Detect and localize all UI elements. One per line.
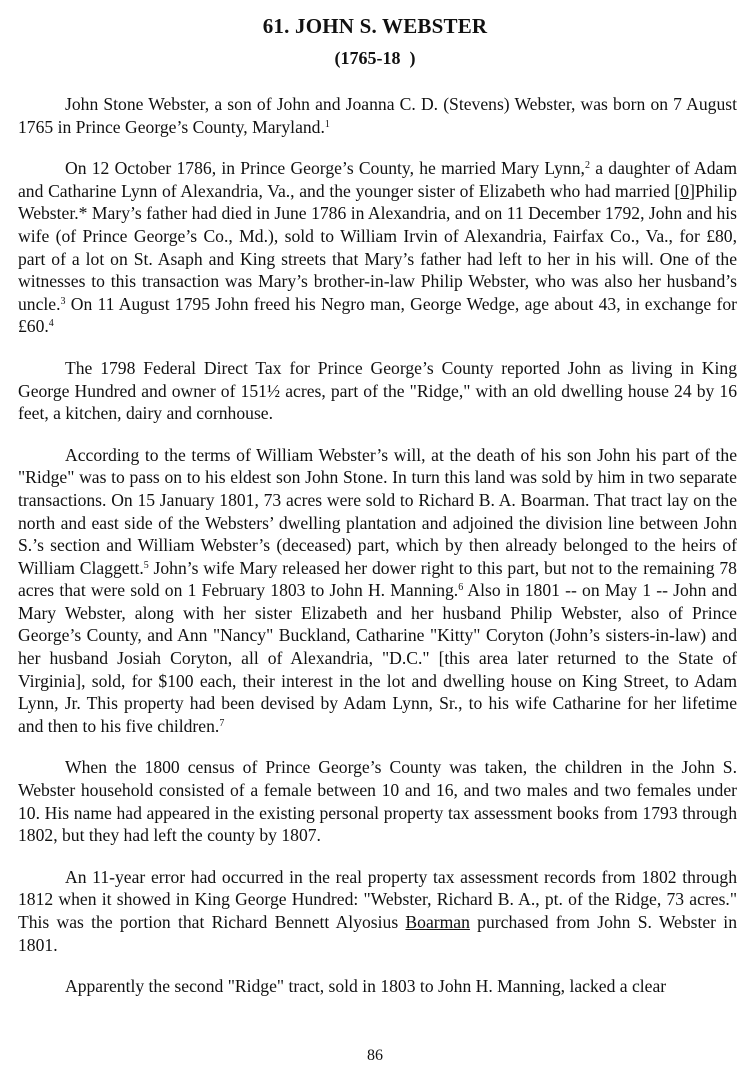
text-run: An 11-year error had occurred in the real property tax assessment records from 1802 through 1812 when it showed in King George Hundred: "Webster, Richard B. A., pt. of the Ridge, 73 acres." This was the portion that Richard Bennett Alyosius: [18, 866, 737, 932]
text-run: a daughter of Adam and Catharine Lynn of Alexandria, Va., and the younger sister of Elizabeth who had married [: [18, 158, 738, 201]
text-run: On 11 August 1795 John freed his Negro man, George Wedge, age about 43, in exchange for £60.: [18, 293, 737, 337]
text-run: John Stone Webster, a son of John and Joanna C. D. (Stevens) Webster, was born on 7 August 1765 in Prince George’s County, Maryland.: [18, 94, 737, 137]
footnote-ref: 1: [324, 118, 330, 130]
paragraph-census: [18, 756, 737, 846]
footnote-ref: 6: [458, 582, 464, 594]
footnote-ref: 4: [48, 318, 54, 330]
page-number: 86: [367, 1047, 383, 1064]
footnote-ref: 3: [60, 295, 66, 307]
footnote-ref: 7: [219, 717, 225, 729]
paragraph-marriage: [18, 157, 737, 338]
body-text: [18, 93, 737, 1017]
text-run: On 12 October 1786, in Prince George’s County, he married Mary Lynn,: [65, 158, 585, 179]
footnote-ref: 5: [143, 559, 149, 571]
underlined-text: Boarman: [405, 912, 470, 932]
paragraph-second-tract: [18, 975, 737, 998]
paragraph-direct-tax: [18, 357, 737, 425]
text-run: The 1798 Federal Direct Tax for Prince George’s County reported John as living in King George Hundred and owner of 151½ acres, part of the "Ridge," with an old dwelling house 24 by 16 feet, a kitchen, dairy and cornhouse.: [18, 357, 737, 424]
paragraph-tax-error: [18, 866, 737, 956]
text-run: purchased from John S. Webster in 1801.: [18, 912, 737, 955]
footnote-ref: 2: [584, 160, 590, 172]
life-dates: (1765-18 ): [334, 48, 416, 68]
text-run: When the 1800 census of Prince George’s County was taken, the children in the John S. Webster household consisted of a female between 10 and 16, and two males and two females under 10. His name had appeared in the existing personal property tax assessment books from 1793 through 1802, but they had left the county by 1807.: [18, 757, 737, 846]
underlined-text: 0: [680, 180, 690, 201]
text-run: Also in 1801 -- on May 1 -- John and Mary Webster, along with her sister Elizabeth and her husband Philip Webster, also of Prince George’s County, and Ann "Nancy" Buckland, Catharine "Kitty" Coryton (John’s sisters-in-law) and her husband Josiah Coryton, all of Alexandria, "D.C." [this area later returned to the State of Virginia], sold, for $100 each, their interest in the lot and dwelling house on King Street, to Adam Lynn, Jr. This property had been devised by Adam Lynn, Sr., to his wife Catharine for her lifetime and then to his five children.: [18, 580, 737, 736]
text-run: John’s wife Mary released her dower right to this part, but not to the remaining 78 acres that were sold on 1 February 1803 to John H. Manning.: [18, 557, 737, 601]
paragraph-birth: [18, 93, 737, 138]
chapter-title: 61. JOHN S. WEBSTER: [262, 14, 488, 38]
text-run: Apparently the second "Ridge" tract, sold in 1803 to John H. Manning, lacked a clear: [65, 976, 667, 997]
text-run: ]Philip Webster.* Mary’s father had died in June 1786 in Alexandria, and on 11 December 1792, John and his wife (of Prince George’s Co., Md.), sold to William Irvin of Alexandria, Fairfax Co., Va., for £80, part of a lot on St. Asaph and King streets that Mary’s father had left to her in his will. One of the witnesses to this transaction was Mary’s brother-in-law Philip Webster, who was also her husband’s uncle.: [18, 180, 737, 314]
paragraph-ridge-will: [18, 444, 737, 738]
text-run: According to the terms of William Webster’s will, at the death of his son John his part of the "Ridge" was to pass on to his eldest son John Stone. In turn this land was sold by him in two separate transactions. On 15 January 1801, 73 acres were sold to Richard B. A. Boarman. That tract lay on the north and east side of the Websters’ dwelling plantation and adjoined the division line between John S.’s section and William Webster’s (deceased) part, which by then already belonged to the heirs of William Claggett.: [18, 444, 737, 578]
